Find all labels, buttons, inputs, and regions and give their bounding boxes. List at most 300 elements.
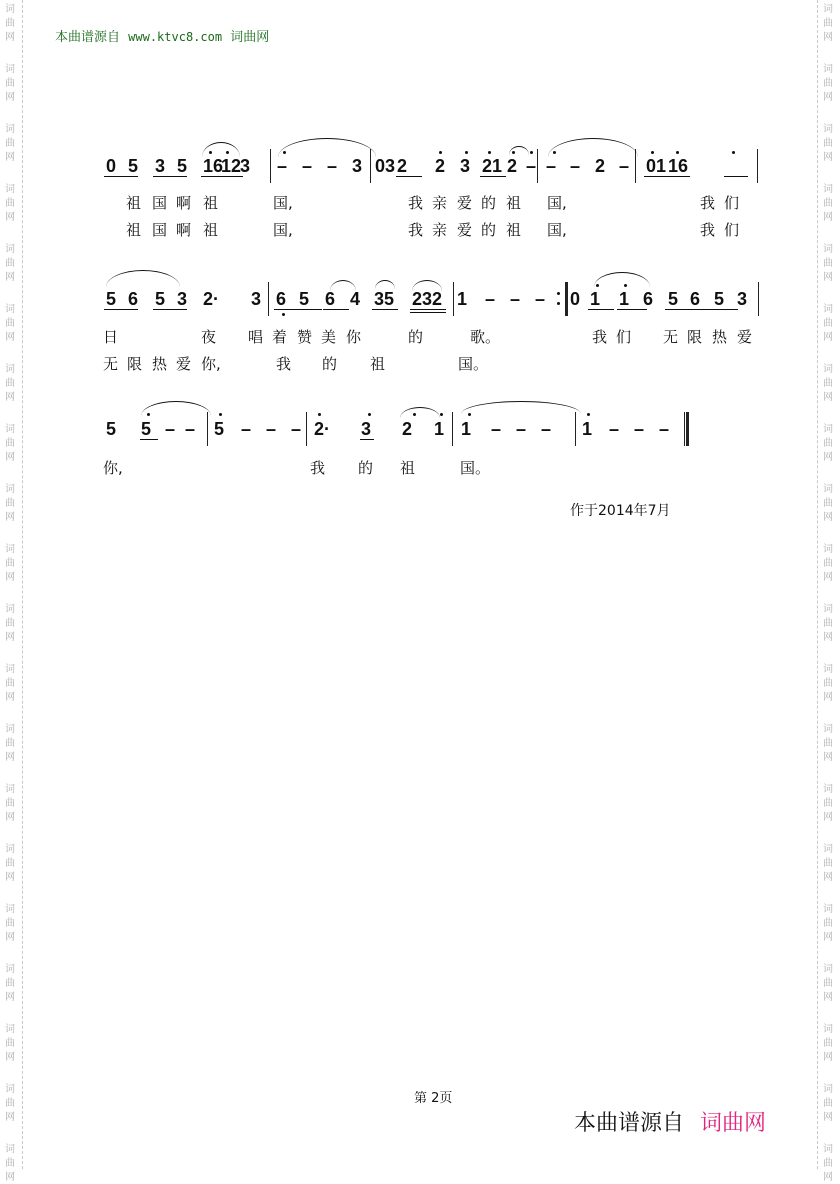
watermark-char: 曲 [823, 498, 833, 509]
lyric-verse-1: 国 [152, 194, 168, 212]
watermark-char: 网 [823, 1052, 833, 1063]
dash-beat: – [541, 419, 552, 439]
watermark-char: 词 [5, 1024, 15, 1035]
watermark-char: 词 [823, 4, 833, 15]
watermark-char: 曲 [5, 1038, 15, 1049]
lyric-verse-1: 国, [273, 194, 293, 212]
watermark-char: 词 [823, 724, 833, 735]
slur-arc [594, 272, 650, 287]
slur-arc [141, 401, 211, 416]
lyric-verse-1: 你 [346, 328, 362, 346]
repeat-barline-thick [565, 282, 568, 316]
note: 3 [240, 156, 251, 176]
slur-arc [106, 270, 180, 287]
note: 5 [155, 289, 166, 309]
dash-beat: – [291, 419, 302, 439]
lyric-verse-2: 的 [481, 221, 497, 239]
watermark-char: 词 [823, 1024, 833, 1035]
lyric-verse-1: 的 [481, 194, 497, 212]
lyric-verse-1: 着 [272, 328, 288, 346]
watermark-char: 曲 [5, 378, 15, 389]
watermark-char: 曲 [5, 1158, 15, 1169]
watermark-char: 词 [5, 124, 15, 135]
lyric-verse-1: 的 [408, 328, 424, 346]
watermark-char: 曲 [5, 798, 15, 809]
watermark-char: 曲 [5, 738, 15, 749]
watermark-char: 网 [5, 152, 15, 163]
octave-dot [651, 151, 654, 154]
lyric-verse-1: 我 [700, 194, 716, 212]
watermark-char: 网 [823, 992, 833, 1003]
dash-beat: – [485, 289, 496, 309]
watermark-char: 网 [5, 512, 15, 523]
watermark-char: 曲 [5, 438, 15, 449]
note: 01 [646, 156, 667, 176]
watermark-char: 词 [5, 484, 15, 495]
note: 3 [352, 156, 363, 176]
lyric-verse-2: 祖 [126, 221, 142, 239]
watermark-char: 曲 [823, 438, 833, 449]
watermark-char: 曲 [5, 678, 15, 689]
note: 16 [203, 156, 224, 176]
watermark-char: 词 [5, 1144, 15, 1155]
note: 0 [570, 289, 581, 309]
barline [268, 282, 269, 316]
note: 03 [375, 156, 396, 176]
note: 232 [412, 289, 443, 309]
note: 6 [690, 289, 701, 309]
dash-beat: – [659, 419, 670, 439]
lyric-verse-1: 我 [408, 194, 424, 212]
slur-arc [461, 401, 581, 414]
watermark-char: 词 [823, 844, 833, 855]
watermark-char: 词 [5, 304, 15, 315]
dash-beat: – [491, 419, 502, 439]
watermark-char: 曲 [823, 978, 833, 989]
watermark-char: 词 [823, 1084, 833, 1095]
slur-arc [400, 407, 440, 418]
barline [306, 412, 307, 446]
watermark-char: 网 [5, 752, 15, 763]
dash-beat: – [266, 419, 277, 439]
watermark-char: 曲 [5, 78, 15, 89]
lyric-verse-1: 啊 [176, 194, 192, 212]
note: 1 [582, 419, 593, 439]
watermark-char: 曲 [5, 18, 15, 29]
barline [452, 412, 453, 446]
watermark-char: 曲 [823, 378, 833, 389]
note: 5 [141, 419, 152, 439]
note: 3 [177, 289, 188, 309]
dash-beat: – [619, 156, 630, 176]
note: 5 [177, 156, 188, 176]
footer-brand [574, 1106, 766, 1137]
octave-dot [440, 413, 443, 416]
header-site: 词曲网 [230, 30, 270, 45]
barline [757, 149, 758, 183]
watermark-char: 网 [5, 32, 15, 43]
watermark-char: 曲 [5, 618, 15, 629]
watermark-char: 词 [823, 964, 833, 975]
octave-dot [465, 151, 468, 154]
beam-line [712, 309, 738, 310]
watermark-char: 网 [823, 512, 833, 523]
lyric-verse-2: 啊 [176, 221, 192, 239]
final-barline [684, 412, 685, 446]
lyric-verse-2: 祖 [203, 221, 219, 239]
dash-beat: – [302, 156, 313, 176]
octave-dot [676, 151, 679, 154]
note: 5 [214, 419, 225, 439]
lyric-verse-1: 赞 [297, 328, 313, 346]
lyric-verse-2: 你, [201, 355, 221, 373]
repeat-dot [557, 292, 560, 295]
watermark-char: 词 [823, 484, 833, 495]
slur-arc [375, 280, 395, 289]
beam-line [323, 309, 349, 310]
slur-arc [278, 138, 376, 157]
watermark-char: 曲 [823, 1098, 833, 1109]
note: 5 [714, 289, 725, 309]
note: 2 [397, 156, 408, 176]
brand-prefix: 本曲谱源自 [574, 1111, 685, 1136]
dash-beat: – [634, 419, 645, 439]
dash-beat: – [609, 419, 620, 439]
watermark-char: 网 [5, 212, 15, 223]
watermark-char: 曲 [5, 558, 15, 569]
watermark-char: 网 [823, 872, 833, 883]
watermark-char: 曲 [823, 738, 833, 749]
beam-line [588, 309, 614, 310]
watermark-char: 词 [5, 4, 15, 15]
repeat-dot [557, 302, 560, 305]
lyric-verse-1: 我 [310, 459, 326, 477]
lyric-verse-1: 我 [592, 328, 608, 346]
watermark-char: 网 [5, 932, 15, 943]
watermark-char: 网 [5, 92, 15, 103]
beam-line [644, 176, 690, 177]
watermark-char: 网 [823, 332, 833, 343]
beam-line [153, 309, 187, 310]
barline [575, 412, 576, 446]
watermark-char: 词 [823, 604, 833, 615]
beam-line [372, 309, 398, 310]
note: 2 [507, 156, 518, 176]
watermark-char: 曲 [823, 198, 833, 209]
lyric-verse-1: 无 [663, 328, 679, 346]
watermark-char: 曲 [823, 618, 833, 629]
note: 6 [128, 289, 139, 309]
note: 5 [106, 419, 117, 439]
lyric-verse-1: 们 [616, 328, 632, 346]
watermark-char: 网 [823, 32, 833, 43]
watermark-char: 词 [5, 604, 15, 615]
note: 6 [276, 289, 287, 309]
watermark-char: 词 [823, 424, 833, 435]
watermark-char: 曲 [5, 138, 15, 149]
octave-dot [488, 151, 491, 154]
octave-dot [219, 413, 222, 416]
lyric-verse-2: 国, [547, 221, 567, 239]
lyric-verse-2: 我 [276, 355, 292, 373]
lyric-verse-2: 爱 [457, 221, 473, 239]
watermark-char: 网 [5, 872, 15, 883]
final-barline-thick [686, 412, 689, 446]
note: 3 [460, 156, 471, 176]
lyric-verse-1: 祖 [203, 194, 219, 212]
lyric-verse-1: 国, [547, 194, 567, 212]
octave-dot [368, 413, 371, 416]
watermark-char: 词 [823, 304, 833, 315]
slur-arc [202, 142, 240, 157]
beam-line [410, 312, 446, 313]
watermark-char: 网 [5, 1172, 15, 1183]
watermark-char: 曲 [5, 498, 15, 509]
watermark-char: 网 [5, 812, 15, 823]
composition-date: 作于2014年7月 [570, 503, 671, 519]
lyric-verse-2: 的 [322, 355, 338, 373]
watermark-char: 词 [823, 184, 833, 195]
watermark-char: 词 [823, 244, 833, 255]
watermark-char: 词 [823, 364, 833, 375]
dash-beat: – [526, 156, 537, 176]
beam-line [410, 309, 446, 310]
watermark-char: 网 [823, 692, 833, 703]
beam-line [480, 176, 506, 177]
dash-beat: – [570, 156, 581, 176]
note: 1 [590, 289, 601, 309]
note: 2 [595, 156, 606, 176]
lyric-verse-1: 美 [321, 328, 337, 346]
beam-line [396, 176, 422, 177]
note: 2· [203, 289, 220, 309]
watermark-char: 词 [5, 364, 15, 375]
note: 2· [314, 419, 331, 439]
lyric-verse-2: 亲 [432, 221, 448, 239]
lyric-verse-2: 我 [700, 221, 716, 239]
note: 4 [350, 289, 361, 309]
watermark-char: 曲 [5, 258, 15, 269]
watermark-char: 词 [5, 664, 15, 675]
note: 1 [457, 289, 468, 309]
note: 16 [668, 156, 689, 176]
note: 2 [435, 156, 446, 176]
beam-line [617, 309, 647, 310]
watermark-char: 曲 [5, 198, 15, 209]
dash-beat: – [510, 289, 521, 309]
note: 6 [643, 289, 654, 309]
dash-beat: – [535, 289, 546, 309]
lyric-verse-1: 们 [724, 194, 740, 212]
lyric-verse-1: 限 [687, 328, 703, 346]
watermark-char: 词 [823, 544, 833, 555]
watermark-char: 网 [823, 632, 833, 643]
watermark-char: 词 [5, 904, 15, 915]
beam-line [104, 309, 138, 310]
note: 12 [221, 156, 242, 176]
page-number: 第 2页 [414, 1091, 453, 1106]
watermark-char: 网 [823, 392, 833, 403]
lyric-verse-1: 祖 [126, 194, 142, 212]
watermark-char: 网 [5, 632, 15, 643]
watermark-char: 网 [823, 572, 833, 583]
beam-line [219, 176, 243, 177]
watermark-char: 网 [823, 452, 833, 463]
watermark-char: 曲 [823, 798, 833, 809]
lyric-verse-2: 国 [152, 221, 168, 239]
dash-beat: – [241, 419, 252, 439]
beam-line [360, 439, 374, 440]
octave-dot [732, 151, 735, 154]
watermark-char: 网 [5, 452, 15, 463]
note: 3 [737, 289, 748, 309]
slur-arc [548, 138, 638, 157]
watermark-char: 曲 [5, 1098, 15, 1109]
octave-dot [530, 151, 533, 154]
lyric-verse-1: 的 [358, 459, 374, 477]
dash-beat: – [165, 419, 176, 439]
watermark-char: 曲 [823, 258, 833, 269]
lyric-verse-2: 国, [273, 221, 293, 239]
watermark-char: 曲 [823, 858, 833, 869]
watermark-char: 曲 [823, 1158, 833, 1169]
beam-line [153, 176, 187, 177]
watermark-char: 网 [823, 92, 833, 103]
octave-dot [318, 413, 321, 416]
watermark-char: 曲 [823, 1038, 833, 1049]
barline [270, 149, 271, 183]
beam-line [665, 309, 713, 310]
watermark-char: 词 [823, 1144, 833, 1155]
watermark-char: 曲 [823, 138, 833, 149]
note: 6 [325, 289, 336, 309]
slur-arc [412, 280, 442, 291]
note: 5 [299, 289, 310, 309]
lyric-verse-2: 祖 [370, 355, 386, 373]
note: 3 [251, 289, 262, 309]
watermark-char: 词 [823, 904, 833, 915]
watermark-char: 词 [823, 124, 833, 135]
octave-dot [282, 313, 285, 316]
lyric-verse-2: 我 [408, 221, 424, 239]
lyric-verse-2: 祖 [506, 221, 522, 239]
note: 1 [434, 419, 445, 439]
watermark-char: 词 [5, 724, 15, 735]
beam-line [104, 176, 138, 177]
watermark-char: 曲 [5, 918, 15, 929]
dash-beat: – [327, 156, 338, 176]
watermark-char: 词 [823, 664, 833, 675]
watermark-char: 词 [823, 784, 833, 795]
octave-dot [439, 151, 442, 154]
lyric-verse-1: 夜 [201, 328, 217, 346]
dash-beat: – [546, 156, 557, 176]
barline [207, 412, 208, 446]
octave-dot [587, 413, 590, 416]
lyric-verse-1: 日 [103, 328, 119, 346]
watermark-char: 网 [823, 932, 833, 943]
watermark-char: 网 [823, 1172, 833, 1183]
watermark-char: 词 [5, 184, 15, 195]
beam-line [274, 309, 322, 310]
lyric-verse-1: 亲 [432, 194, 448, 212]
note: 5 [106, 289, 117, 309]
barline [453, 282, 454, 316]
watermark-char: 曲 [823, 78, 833, 89]
note: 5 [128, 156, 139, 176]
watermark-char: 网 [823, 752, 833, 763]
lyric-verse-2: 爱 [176, 355, 192, 373]
note: 1 [461, 419, 472, 439]
watermark-char: 词 [5, 544, 15, 555]
watermark-char: 网 [5, 1112, 15, 1123]
note: 1 [619, 289, 630, 309]
watermark-char: 网 [5, 332, 15, 343]
watermark-char: 网 [823, 212, 833, 223]
watermark-char: 曲 [823, 918, 833, 929]
lyric-verse-2: 限 [127, 355, 143, 373]
lyric-verse-2: 国。 [458, 355, 489, 373]
note: 21 [482, 156, 503, 176]
lyric-verse-1: 祖 [506, 194, 522, 212]
lyric-verse-1: 热 [712, 328, 728, 346]
watermark-char: 词 [5, 244, 15, 255]
watermark-char: 曲 [823, 678, 833, 689]
beam-line [724, 176, 748, 177]
note: 3 [155, 156, 166, 176]
note: 2 [402, 419, 413, 439]
watermark-char: 网 [5, 692, 15, 703]
watermark-char: 网 [823, 812, 833, 823]
lyric-verse-2: 们 [724, 221, 740, 239]
watermark-char: 曲 [823, 558, 833, 569]
watermark-char: 词 [5, 964, 15, 975]
watermark-char: 词 [5, 424, 15, 435]
lyric-verse-1: 你, [103, 459, 123, 477]
header-url[interactable]: www.ktvc8.com [128, 30, 223, 44]
watermark-char: 网 [823, 272, 833, 283]
watermark-char: 曲 [5, 858, 15, 869]
barline [537, 149, 538, 183]
watermark-char: 网 [823, 1112, 833, 1123]
watermark-char: 网 [5, 272, 15, 283]
watermark-char: 曲 [5, 318, 15, 329]
watermark-char: 词 [5, 1084, 15, 1095]
dash-beat: – [516, 419, 527, 439]
lyric-verse-2: 热 [152, 355, 168, 373]
watermark-char: 网 [5, 992, 15, 1003]
header-prefix: 本曲谱源自 [55, 30, 121, 45]
watermark-char: 词 [5, 64, 15, 75]
barline [758, 282, 759, 316]
note: 35 [374, 289, 395, 309]
watermark-char: 曲 [823, 318, 833, 329]
watermark-char: 网 [823, 152, 833, 163]
lyric-verse-1: 爱 [737, 328, 753, 346]
watermark-char: 曲 [5, 978, 15, 989]
lyric-verse-1: 国。 [460, 459, 491, 477]
dash-beat: – [277, 156, 288, 176]
beam-line [140, 439, 158, 440]
lyric-verse-1: 唱 [248, 328, 264, 346]
watermark-char: 词 [5, 844, 15, 855]
dash-beat: – [185, 419, 196, 439]
watermark-char: 网 [5, 572, 15, 583]
note: 0 [106, 156, 117, 176]
watermark-char: 曲 [823, 18, 833, 29]
lyric-verse-1: 祖 [400, 459, 416, 477]
lyric-verse-1: 歌。 [470, 328, 501, 346]
